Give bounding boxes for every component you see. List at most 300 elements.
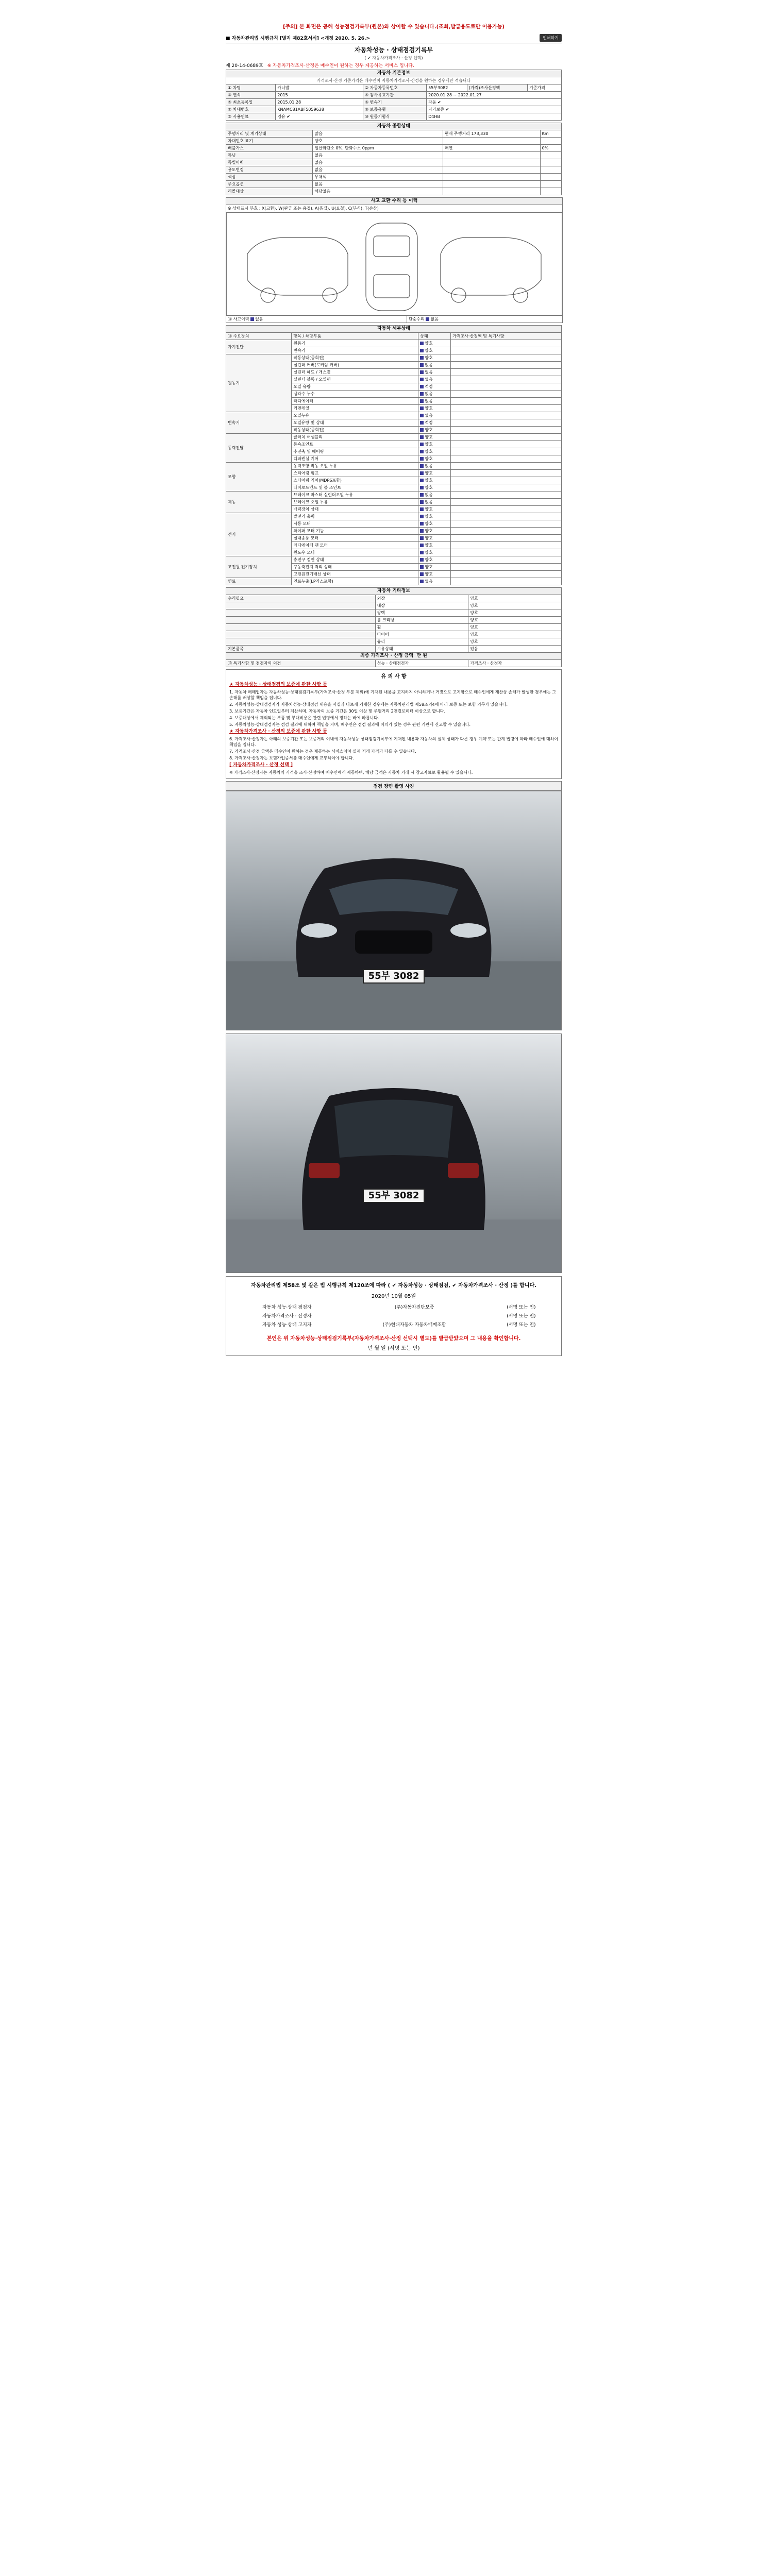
notice-heading-3: [ 자동차가격조사 · 산정 선택 ] xyxy=(229,762,293,768)
item-state-text: 없음 xyxy=(425,392,433,396)
item-note xyxy=(451,499,562,506)
item-name: 고전원전기배선 상태 xyxy=(292,571,418,578)
item-note xyxy=(451,506,562,513)
accident-value: 없음 xyxy=(255,317,263,321)
cell: 자동 ✔ xyxy=(427,99,562,106)
notice-paragraph: 5. 자동차성능·상태점검자는 점검 결과에 대하여 책임을 지며, 매수인은 점검 결과에 이의가 있는 경우 관련 기관에 신고할 수 있습니다. xyxy=(229,722,471,727)
item-state xyxy=(418,362,451,369)
item-state-text: 양호 xyxy=(425,529,433,533)
cell: 2015.01.28 xyxy=(276,99,363,106)
group-name: 동력전달 xyxy=(226,434,292,463)
notice-paragraph: ※ 가격조사·산정자는 자동차의 가격을 조사·산정하여 매수인에게 제공하며, 해당 금액은 자동차 거래 시 참고자료로 활용될 수 있습니다. xyxy=(229,770,473,775)
item-state-text: 양호 xyxy=(425,557,433,562)
car-rear-icon xyxy=(226,1034,561,1273)
check-icon xyxy=(420,486,424,489)
column-header: 가격조사·산정액 및 특기사항 xyxy=(451,333,562,340)
table-row xyxy=(226,646,562,653)
group-name: 전기 xyxy=(226,513,292,556)
cell: ② 자동차등록번호 xyxy=(363,84,426,92)
item-name: 실린더 헤드 / 개스킷 xyxy=(292,369,418,376)
cell xyxy=(226,631,376,638)
item-note xyxy=(451,463,562,470)
check-icon xyxy=(420,471,424,475)
item-state xyxy=(418,535,451,542)
item-name: 오일 유량 xyxy=(292,383,418,391)
cell xyxy=(540,166,561,174)
final-price-label: 최종 가격조사 · 산정 금액 xyxy=(360,653,414,658)
check-icon xyxy=(250,317,254,321)
rear-photo xyxy=(226,1033,562,1273)
item-note xyxy=(451,441,562,448)
check-icon xyxy=(420,392,424,396)
notice-paragraph: 1. 자동차 매매업자는 자동차성능·상태점검기록부(가격조사·산정 부분 제외)에 기재된 내용을 고지하지 아니하거나 거짓으로 고지함으로 매수인에게 재산상 손해가 발생한 경우에는 그 손해를 배상할 책임을 집니다. xyxy=(229,690,557,700)
item-state xyxy=(418,528,451,535)
cell: 매연 xyxy=(443,145,540,152)
group-name: 자기진단 xyxy=(226,340,292,354)
cell xyxy=(226,617,376,624)
item-note xyxy=(451,549,562,556)
check-icon xyxy=(420,370,424,374)
cell: 0% xyxy=(540,145,561,152)
cell: 없음 xyxy=(313,159,443,166)
item-state-text: 양호 xyxy=(425,348,433,353)
notice-paragraph: 2. 자동차성능·상태점검자가 자동차성능·상태점검 내용을 사실과 다르게 기재한 경우에는 자동차관리법 제58조의4에 따라 보증 또는 보험 의무가 있습니다. xyxy=(229,702,508,707)
cell: 룸 크리닝 xyxy=(375,617,468,624)
cell: ⑥ 변속기 xyxy=(363,99,426,106)
item-name: 발전기 출력 xyxy=(292,513,418,520)
final-price-title xyxy=(226,653,562,660)
form-reference: ■ 자동차관리법 시행규칙 [별지 제82호서식] <개정 2020. 5. 26.> xyxy=(226,36,370,41)
table-row xyxy=(226,434,562,441)
overall-state-table xyxy=(226,123,562,195)
check-icon xyxy=(420,536,424,540)
item-note xyxy=(451,376,562,383)
cell xyxy=(443,174,540,181)
checker-label: ⑰ 특기사항 및 점검자의 의견 xyxy=(226,660,376,667)
cell xyxy=(443,188,540,195)
item-state-text: 없음 xyxy=(425,493,433,497)
item-note xyxy=(451,434,562,441)
table-row xyxy=(226,188,562,195)
accident-legend: ※ 상태표시 부호 : X(교환), W(판금 또는 용접), A(흠집), U(요철), C(부식), T(손상) xyxy=(226,205,563,212)
table-row xyxy=(226,595,562,602)
table-row xyxy=(226,638,562,646)
item-note xyxy=(451,412,562,419)
cell: Km xyxy=(540,130,561,138)
cell: 없음 xyxy=(313,166,443,174)
table-row xyxy=(226,340,562,347)
check-icon xyxy=(420,529,424,533)
car-front-icon xyxy=(226,791,561,1030)
repair-value: 없음 xyxy=(430,317,439,321)
item-state-text: 없음 xyxy=(425,399,433,403)
item-name: 스티어링 펌프 xyxy=(292,470,418,477)
check-icon xyxy=(420,507,424,511)
item-note xyxy=(451,398,562,405)
cell: 양호 xyxy=(468,609,562,617)
cell xyxy=(407,316,563,323)
item-state-text: 없음 xyxy=(425,464,433,468)
item-state xyxy=(418,578,451,585)
signature-section xyxy=(226,1276,562,1356)
item-state-text: 양호 xyxy=(425,435,433,439)
checker-pricer: 가격조사 · 산정자 xyxy=(468,660,562,667)
item-state xyxy=(418,347,451,354)
item-note xyxy=(451,528,562,535)
check-icon xyxy=(420,572,424,576)
group-name: 원동기 xyxy=(226,354,292,412)
notice-title: 유 의 사 항 xyxy=(381,674,407,680)
table-row xyxy=(226,145,562,152)
item-state xyxy=(418,455,451,463)
check-icon xyxy=(420,378,424,381)
signature-table xyxy=(230,1303,557,1330)
item-state-text: 양호 xyxy=(425,406,433,411)
cell: 용도변경 xyxy=(226,166,313,174)
item-state-text: 적정 xyxy=(425,384,433,389)
inspection-report xyxy=(226,21,562,1356)
cell: 양호 xyxy=(468,595,562,602)
cell xyxy=(540,138,561,145)
item-note xyxy=(451,520,562,528)
cell: 외장 xyxy=(375,595,468,602)
table-row xyxy=(226,174,562,181)
check-icon xyxy=(420,363,424,367)
table-row xyxy=(226,602,562,609)
cell: (서명 또는 인) xyxy=(507,1323,536,1328)
table-row xyxy=(226,463,562,470)
cell xyxy=(226,638,376,646)
item-state-text: 없음 xyxy=(425,363,433,367)
cell: 없음 xyxy=(313,152,443,159)
accident-label: ⑪ 사고이력 xyxy=(228,317,249,321)
signature-footer-date: 년 월 일 (서명 또는 인) xyxy=(367,1346,420,1351)
item-note xyxy=(451,578,562,585)
table-row xyxy=(226,624,562,631)
item-state xyxy=(418,354,451,362)
notice-paragraph: 6. 가격조사·산정자는 아래의 보증기간 또는 보증거리 이내에 자동차성능·상태점검기록부에 기재된 내용과 자동차의 실제 상태가 다른 경우 계약 또는 관계 법령에 따라 매수인에 대하여 책임을 집니다. xyxy=(229,737,558,747)
item-name: 동력조향 작동 오일 누유 xyxy=(292,463,418,470)
table-row xyxy=(226,159,562,166)
check-icon xyxy=(420,450,424,453)
check-icon xyxy=(420,565,424,569)
etc-title: 자동차 기타정보 xyxy=(226,588,562,595)
item-state xyxy=(418,564,451,571)
item-state-text: 없음 xyxy=(425,579,433,584)
item-note xyxy=(451,571,562,578)
cell: (주)자동차진단보증 xyxy=(394,1305,434,1310)
item-name: 오일누유 xyxy=(292,412,418,419)
table-row xyxy=(230,1312,557,1321)
cell xyxy=(443,166,540,174)
item-state-text: 양호 xyxy=(425,428,433,432)
item-name: 등속조인트 xyxy=(292,441,418,448)
item-note xyxy=(451,391,562,398)
item-note xyxy=(451,347,562,354)
item-state-text: 양호 xyxy=(425,456,433,461)
table-row xyxy=(226,412,562,419)
item-note xyxy=(451,419,562,427)
cell: 55부3082 xyxy=(427,84,467,92)
cell xyxy=(343,1312,485,1321)
cell xyxy=(540,152,561,159)
column-header: 상태 xyxy=(418,333,451,340)
cell: 자가보증 ✔ xyxy=(427,106,562,113)
item-state xyxy=(418,376,451,383)
item-note xyxy=(451,477,562,484)
check-icon xyxy=(420,479,424,482)
item-name: 원동기 xyxy=(292,340,418,347)
overall-state-title: 자동차 종합상태 xyxy=(226,123,562,130)
cell: 색상 xyxy=(226,174,313,181)
table-row xyxy=(226,316,563,323)
notice-paragraph: 8. 가격조사·산정자는 보험가입증서를 매수인에게 교부하여야 합니다. xyxy=(229,756,354,760)
table-row xyxy=(226,617,562,624)
table-row xyxy=(226,92,562,99)
item-note xyxy=(451,448,562,455)
item-note xyxy=(451,492,562,499)
item-note xyxy=(451,455,562,463)
item-name: 시동 모터 xyxy=(292,520,418,528)
item-state xyxy=(418,434,451,441)
doc-number: 제 20-14-0689호 xyxy=(226,63,263,69)
item-name: 라디에이터 xyxy=(292,398,418,405)
item-state xyxy=(418,542,451,549)
print-button[interactable]: 인쇄하기 xyxy=(540,34,562,42)
item-name: 와이퍼 모터 기능 xyxy=(292,528,418,535)
cell: 있음 xyxy=(468,646,562,653)
cell: 휠 xyxy=(375,624,468,631)
column-header: ⑬ 주요장치 xyxy=(226,333,292,340)
cell: ⑤ 최초등록일 xyxy=(226,99,276,106)
item-name: 디퍼렌셜 기어 xyxy=(292,455,418,463)
table-row xyxy=(226,138,562,145)
cell: KNAMC81ABF5059638 xyxy=(276,106,363,113)
table-row xyxy=(230,1321,557,1330)
check-icon xyxy=(420,457,424,461)
table-row xyxy=(226,631,562,638)
item-state xyxy=(418,419,451,427)
item-state-text: 양호 xyxy=(425,471,433,476)
cell: 카니발 xyxy=(276,84,363,92)
final-price-unit: 만 원 xyxy=(416,653,427,658)
item-name: 타이로드엔드 및 볼 조인트 xyxy=(292,484,418,492)
report-title: 자동차성능 · 상태점검기록부 xyxy=(354,46,433,54)
cell xyxy=(443,152,540,159)
item-note xyxy=(451,405,562,412)
item-state-text: 없음 xyxy=(425,500,433,504)
warning-banner: [주의] 본 화면은 공해 성능점검기록부(원본)와 상이할 수 있습니다.(조회,발급용도로만 이용가능) xyxy=(226,21,562,33)
cell: 광택 xyxy=(375,609,468,617)
item-state xyxy=(418,427,451,434)
check-icon xyxy=(420,558,424,562)
item-name: 배력장치 상태 xyxy=(292,506,418,513)
cell: 많음 xyxy=(313,130,443,138)
cell xyxy=(540,159,561,166)
item-note xyxy=(451,427,562,434)
check-icon xyxy=(420,399,424,403)
item-name: 작동상태(공회전) xyxy=(292,427,418,434)
cell: 경유 ✔ xyxy=(276,113,363,121)
cell: 튜닝 xyxy=(226,152,313,159)
cell: 양호 xyxy=(468,631,562,638)
check-icon xyxy=(420,522,424,526)
pricing-warning: ※ 자동차가격조사·산정은 매수인이 원하는 경우 제공하는 서비스 입니다. xyxy=(267,63,414,69)
item-state-text: 양호 xyxy=(425,449,433,454)
item-state xyxy=(418,398,451,405)
cell: 기준가격 xyxy=(528,84,562,92)
item-state xyxy=(418,571,451,578)
cell: 자동차가격조사 · 산정자 xyxy=(262,1314,312,1319)
front-license-plate: 55부 3082 xyxy=(363,969,425,984)
item-name: 연료누출(LP가스포함) xyxy=(292,578,418,585)
item-state-text: 양호 xyxy=(425,550,433,555)
item-state-text: 양호 xyxy=(425,536,433,540)
item-state-text: 없음 xyxy=(425,370,433,375)
cell: (가격)조사산정액 xyxy=(467,84,527,92)
cell: 주행거리 및 계기상태 xyxy=(226,130,313,138)
item-note xyxy=(451,354,562,362)
cell: 현재 주행거리 173,330 xyxy=(443,130,540,138)
item-name: 윈도우 모터 xyxy=(292,549,418,556)
cell: 2020.01.28 ~ 2022.01.27 xyxy=(427,92,562,99)
check-icon xyxy=(420,544,424,547)
check-icon xyxy=(420,414,424,417)
cell: 양호 xyxy=(313,138,443,145)
group-name: 제동 xyxy=(226,492,292,513)
table-row xyxy=(230,1303,557,1312)
notice-paragraph: 7. 가격조사·산정 금액은 매수인이 원하는 경우 제공하는 서비스이며 실제 거래 가격과 다를 수 있습니다. xyxy=(229,749,416,754)
check-icon xyxy=(420,428,424,432)
table-row xyxy=(226,99,562,106)
check-icon xyxy=(420,500,424,504)
item-name: 충전구 절연 상태 xyxy=(292,556,418,564)
item-state xyxy=(418,383,451,391)
item-state xyxy=(418,470,451,477)
cell: 무채색 xyxy=(313,174,443,181)
item-name: 오일유량 및 상태 xyxy=(292,419,418,427)
cell: (주)현대자동차 자동차매매조합 xyxy=(382,1323,446,1328)
cell: (서명 또는 인) xyxy=(507,1305,536,1310)
item-note xyxy=(451,535,562,542)
item-state-text: 없음 xyxy=(425,413,433,418)
check-icon xyxy=(420,342,424,345)
item-state xyxy=(418,513,451,520)
item-state xyxy=(418,412,451,419)
check-icon xyxy=(420,421,424,425)
cell: 해당없음 xyxy=(313,188,443,195)
cell: 양호 xyxy=(468,602,562,609)
notice-paragraph: 3. 보증기간은 자동차 인도일부터 계산하며, 자동차의 보증 기간은 30일 이상 및 주행거리 2천킬로미터 이상으로 합니다. xyxy=(229,709,446,714)
item-note xyxy=(451,340,562,347)
item-name: 실린더 블록 / 오일팬 xyxy=(292,376,418,383)
cell: 차대번호 표기 xyxy=(226,138,313,145)
item-name: 추진축 및 베어링 xyxy=(292,448,418,455)
item-state-text: 양호 xyxy=(425,355,433,360)
cell: 기본품목 xyxy=(226,646,376,653)
cell: D4HB xyxy=(427,113,562,121)
basic-info-table xyxy=(226,70,562,121)
item-state xyxy=(418,340,451,347)
item-note xyxy=(451,362,562,369)
item-state xyxy=(418,499,451,506)
table-row xyxy=(226,113,562,121)
item-name: 구동축전지 격리 상태 xyxy=(292,564,418,571)
item-name: 스티어링 기어(MDPS포함) xyxy=(292,477,418,484)
item-name: 실린더 커버(로커암 커버) xyxy=(292,362,418,369)
rear-license-plate: 55부 3082 xyxy=(363,1189,425,1203)
item-state xyxy=(418,506,451,513)
cell: 자동차 성능·상태 점검자 xyxy=(262,1305,312,1310)
cell xyxy=(443,181,540,188)
item-name: 라디에이터 팬 모터 xyxy=(292,542,418,549)
check-icon xyxy=(420,385,424,388)
item-state xyxy=(418,369,451,376)
cell: 유리 xyxy=(375,638,468,646)
table-row xyxy=(226,130,562,138)
cell: ⑨ 사용연료 xyxy=(226,113,276,121)
table-row xyxy=(226,152,562,159)
item-state-text: 없음 xyxy=(425,377,433,382)
table-row xyxy=(226,166,562,174)
cell: ④ 검사유효기간 xyxy=(363,92,426,99)
item-note xyxy=(451,484,562,492)
detail-state-title: 자동차 세부상태 xyxy=(226,326,562,333)
item-note xyxy=(451,542,562,549)
front-photo xyxy=(226,791,562,1030)
item-note xyxy=(451,383,562,391)
detail-state-table xyxy=(226,325,562,585)
item-state-text: 양호 xyxy=(425,521,433,526)
cell: 없음 xyxy=(313,181,443,188)
check-icon xyxy=(420,551,424,554)
repair-label: 단순수리 xyxy=(409,317,425,321)
item-state xyxy=(418,405,451,412)
table-row xyxy=(226,181,562,188)
item-state xyxy=(418,520,451,528)
item-state xyxy=(418,549,451,556)
cell: 일산화탄소 0%, 탄화수소 0ppm xyxy=(313,145,443,152)
cell: ⑩ 원동기형식 xyxy=(363,113,426,121)
item-name: 커먼레일 xyxy=(292,405,418,412)
cell: 특별이력 xyxy=(226,159,313,166)
item-state-text: 양호 xyxy=(425,341,433,346)
doc-number-row xyxy=(226,61,562,70)
item-note xyxy=(451,564,562,571)
table-row xyxy=(226,492,562,499)
item-state-text: 적정 xyxy=(425,420,433,425)
cell xyxy=(540,181,561,188)
item-state xyxy=(418,441,451,448)
notice-heading-2: ★ 자동차가격조사 · 산정의 보증에 관한 사항 등 xyxy=(229,729,327,734)
item-state xyxy=(418,556,451,564)
etc-info-table xyxy=(226,587,562,667)
report-subtitle: ( ✔ 자동차가격조사 · 산정 선택) xyxy=(364,56,423,60)
accident-title: 사고 교환 수리 등 이력 xyxy=(226,198,563,205)
notice-paragraph: 4. 보증대상에서 제외되는 부품 및 부대비용은 관련 법령에서 정하는 바에 따릅니다. xyxy=(229,716,379,720)
cell: 주요옵션 xyxy=(226,181,313,188)
group-name: 변속기 xyxy=(226,412,292,434)
table-row xyxy=(226,609,562,617)
check-icon xyxy=(420,580,424,583)
notice-section xyxy=(226,669,562,779)
signature-date: 2020년 10월 05일 xyxy=(371,1294,416,1299)
item-state xyxy=(418,391,451,398)
cell xyxy=(226,316,407,323)
cell xyxy=(540,188,561,195)
cell xyxy=(443,138,540,145)
cell xyxy=(443,159,540,166)
